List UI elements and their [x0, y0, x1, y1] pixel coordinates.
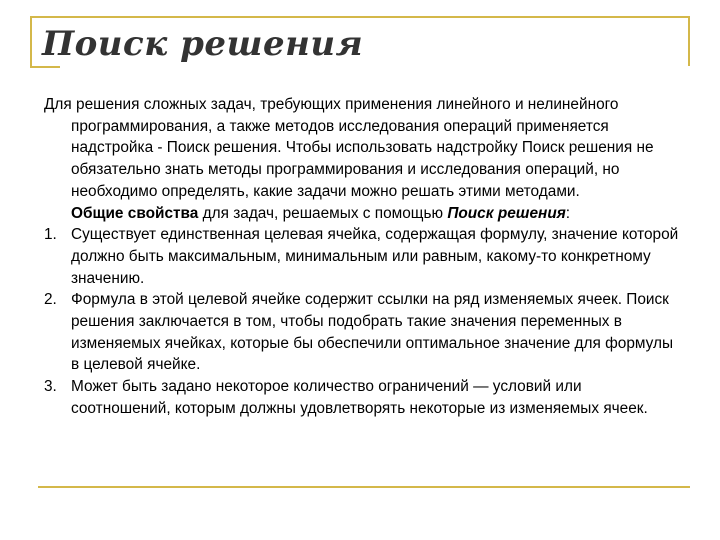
list-item [44, 376, 684, 419]
slide-body [44, 94, 684, 420]
properties-heading [44, 203, 684, 225]
frame-bottom-line [38, 486, 690, 488]
properties-tail: : [565, 204, 571, 222]
frame-top-line [30, 16, 690, 18]
title-underline [30, 66, 60, 68]
slide-title: Поиск решения [42, 24, 364, 64]
frame-right-line [688, 16, 690, 66]
properties-lead: Общие свойства [71, 204, 199, 222]
list-item [44, 289, 684, 376]
properties-tool-name: Поиск решения [447, 204, 566, 222]
properties-list [44, 224, 684, 419]
list-item-text: Может быть задано некоторое количество ограничений — условий или соотношений, которым должны удовлетворять некоторые из изменяемых ячеек. [71, 378, 648, 417]
list-item-text: Существует единственная целевая ячейка, содержащая формулу, значение которой должно быть максимальным, минимальным или равным, какому-то конкретному значению. [71, 226, 679, 287]
list-item-number: 3. [44, 378, 57, 396]
intro-paragraph: Для решения сложных задач, требующих применения линейного и нелинейного программирования, а также методов исследования операций применяется надстройка - Поиск решения. Чтобы использовать надстройку Поиск решения не обязательно знать методы программирования и исследования операций, но необходимо определять, какие задачи можно решать этими методами. [44, 96, 654, 200]
list-item-number: 1. [44, 226, 57, 244]
list-item-text: Формула в этой целевой ячейке содержит ссылки на ряд изменяемых ячеек. Поиск решения заключается в том, чтобы подобрать такие значения переменных в изменяемых ячейках, которые бы обеспечили оптимальное значение для формулы в целевой ячейке. [71, 291, 674, 374]
list-item-number: 2. [44, 291, 57, 309]
frame-left-line [30, 16, 32, 66]
properties-middle: для задач, решаемых с помощью [198, 204, 448, 222]
list-item [44, 224, 684, 289]
